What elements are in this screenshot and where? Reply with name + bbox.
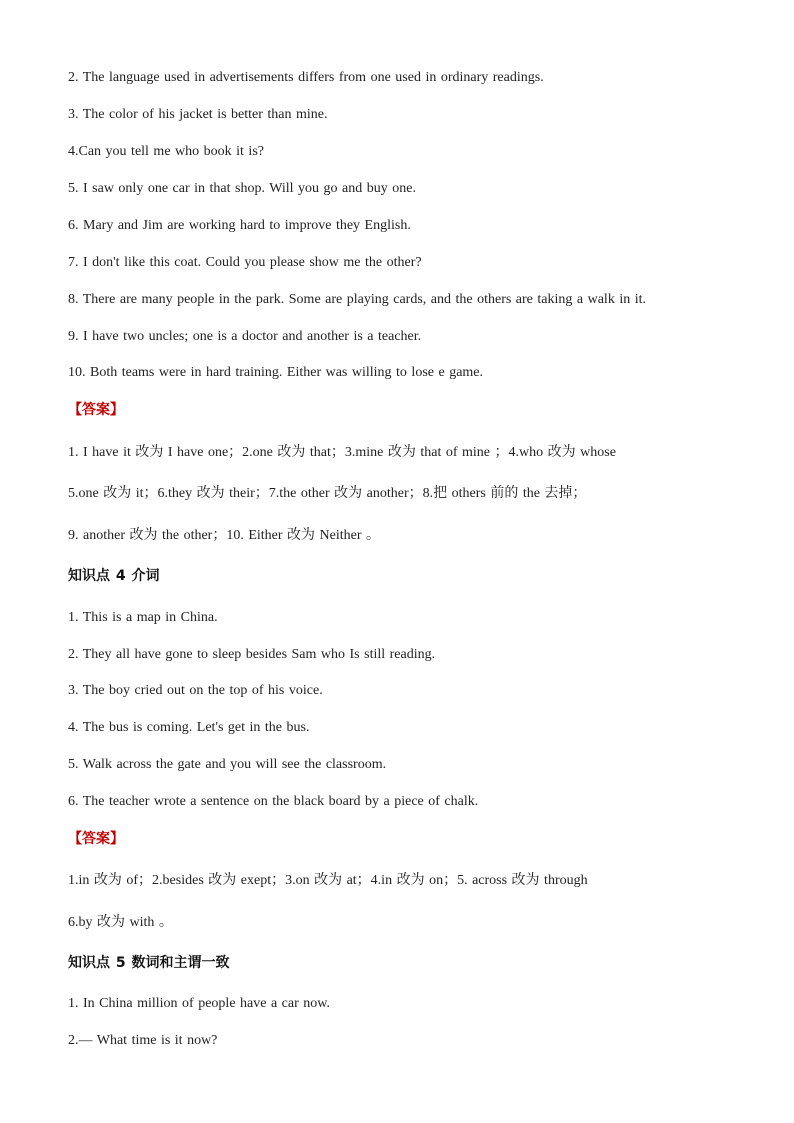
answer-line: 1.in 改为 of；2.besides 改为 exept；3.on 改为 at；4.in 改为 on；5. across 改为 through: [68, 873, 588, 888]
answer-line: 1. I have it 改为 I have one；2.one 改为 that；3.mine 改为 that of mine ；4.who 改为 whose: [68, 445, 616, 460]
exercise-item: 2. They all have gone to sleep besides Sam who Is still reading.: [68, 647, 436, 662]
exercise-item: 6. The teacher wrote a sentence on the black board by a piece of chalk.: [68, 794, 479, 809]
exercise-item: 1. This is a map in China.: [68, 610, 218, 625]
exercise-item: 10. Both teams were in hard training. Either was willing to lose e game.: [68, 365, 484, 380]
exercise-item: 3. The boy cried out on the top of his voice.: [68, 683, 323, 698]
exercise-item: 5. I saw only one car in that shop. Will you go and buy one.: [68, 181, 416, 196]
answer-label: 【答案】: [68, 831, 124, 847]
exercise-item: 9. I have two uncles; one is a doctor and another is a teacher.: [68, 329, 422, 344]
exercise-item: 4. The bus is coming. Let's get in the bus.: [68, 720, 310, 735]
answer-line: 5.one 改为 it；6.they 改为 their；7.the other 改为 another；8.把 others 前的 the 去掉；: [68, 486, 587, 501]
exercise-item: 2.— What time is it now?: [68, 1033, 218, 1048]
exercise-item: 7. I don't like this coat. Could you please show me the other?: [68, 255, 422, 270]
exercise-item: 5. Walk across the gate and you will see the classroom.: [68, 757, 387, 772]
exercise-item: 6. Mary and Jim are working hard to improve they English.: [68, 218, 411, 233]
exercise-item: 2. The language used in advertisements differs from one used in ordinary readings.: [68, 70, 544, 85]
answer-line: 9. another 改为 the other；10. Either 改为 Neither 。: [68, 528, 381, 543]
exercise-item: 8. There are many people in the park. Some are playing cards, and the others are taking a walk in it.: [68, 292, 646, 307]
exercise-item: 3. The color of his jacket is better than mine.: [68, 107, 328, 122]
section-heading: 知识点 4 介词: [68, 568, 160, 584]
section-heading: 知识点 5 数词和主谓一致: [68, 955, 230, 971]
exercise-item: 1. In China million of people have a car now.: [68, 996, 330, 1011]
answer-label: 【答案】: [68, 402, 124, 418]
answer-line: 6.by 改为 with 。: [68, 915, 173, 930]
exercise-item: 4.Can you tell me who book it is?: [68, 144, 264, 159]
